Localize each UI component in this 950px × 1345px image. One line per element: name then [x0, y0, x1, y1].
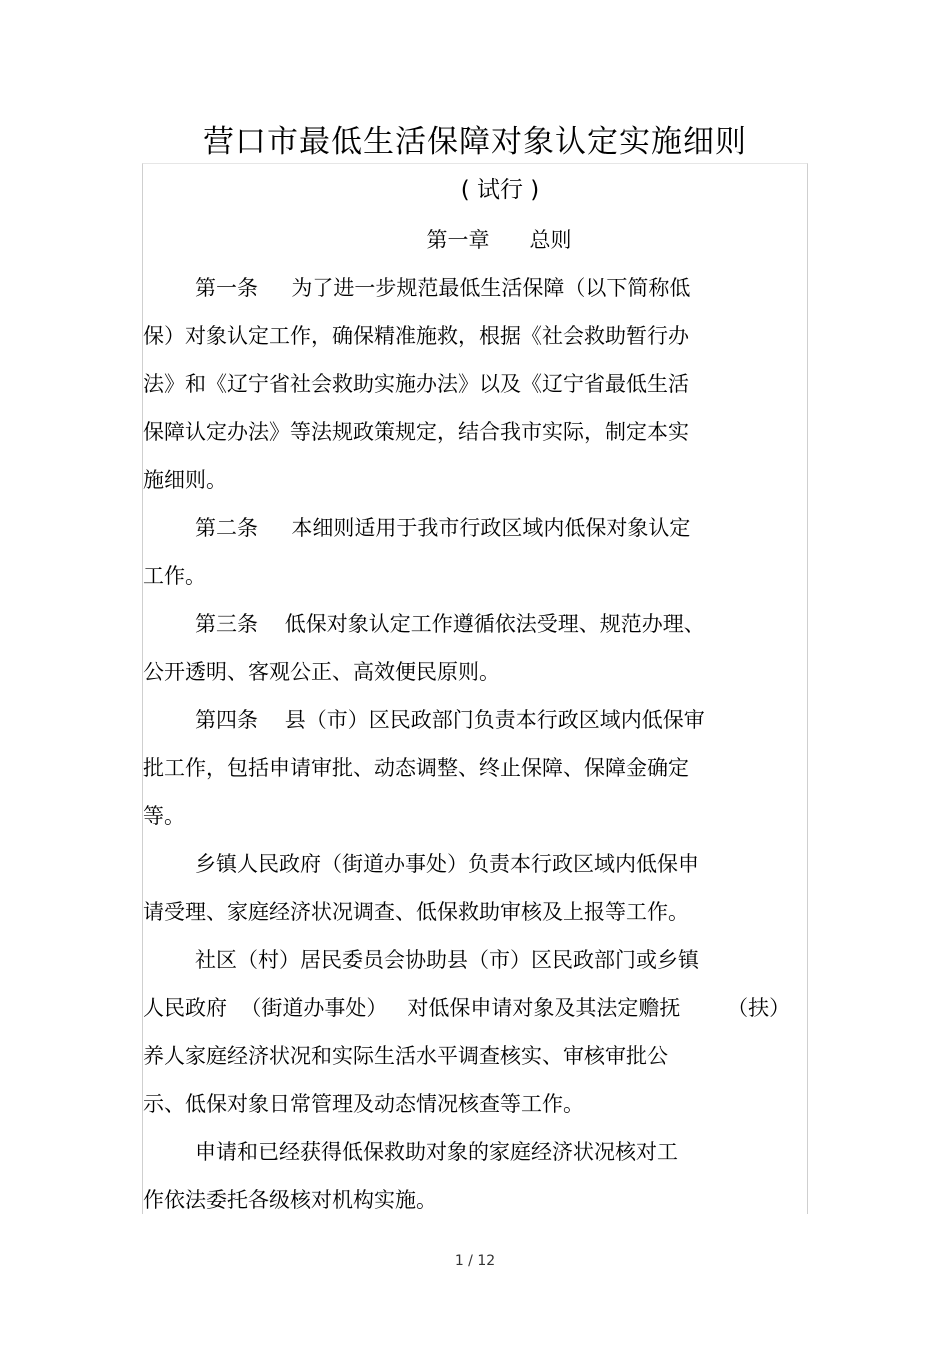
text-line: 施细则。: [143, 468, 227, 492]
text-line: 等。: [143, 804, 185, 828]
text-line: 工作。: [143, 564, 206, 588]
chapter-number: 第一章: [426, 228, 490, 252]
text-line: 作依法委托各级核对机构实施。: [143, 1188, 437, 1212]
chapter-name: 总则: [529, 228, 572, 252]
document-subtitle: ( 试行 ): [460, 177, 540, 203]
text-line: 批工作，包括申请审批、动态调整、终止保障、保障金确定: [143, 756, 689, 780]
text-line: 申请和已经获得低保救助对象的家庭经济状况核对工: [195, 1140, 678, 1164]
document-title: 营口市最低生活保障对象认定实施细则: [203, 124, 747, 160]
text-line: 保障认定办法》等法规政策规定，结合我市实际，制定本实: [143, 420, 689, 444]
text-line: 公开透明、客观公正、高效便民原则。: [143, 660, 500, 684]
text-line: 第一条 为了进一步规范最低生活保障（以下简称低: [195, 276, 691, 300]
text-line: 第三条 低保对象认定工作遵循依法受理、规范办理、: [195, 612, 705, 636]
text-line: 示、低保对象日常管理及动态情况核查等工作。: [143, 1092, 584, 1116]
text-line: 请受理、家庭经济状况调查、低保救助审核及上报等工作。: [143, 900, 689, 924]
chapter-heading: [0, 224, 950, 256]
text-line: 社区（村）居民委员会协助县（市）区民政部门或乡镇: [195, 948, 699, 972]
text-line: 养人家庭经济状况和实际生活水平调查核实、审核审批公: [143, 1044, 668, 1068]
text-line: 第二条 本细则适用于我市行政区域内低保对象认定: [195, 516, 691, 540]
text-line: 乡镇人民政府（街道办事处）负责本行政区域内低保申: [195, 852, 699, 876]
text-line: 第四条 县（市）区民政部门负责本行政区域内低保审: [195, 708, 705, 732]
text-line: 保）对象认定工作，确保精准施救，根据《社会救助暂行办: [143, 324, 689, 348]
page-number: 1 / 12: [454, 1253, 496, 1269]
text-line: 法》和《辽宁省社会救助实施办法》以及《辽宁省最低生活: [143, 372, 689, 396]
text-line: 人民政府 （街道办事处） 对低保申请对象及其法定赡抚 （扶）: [143, 996, 791, 1020]
